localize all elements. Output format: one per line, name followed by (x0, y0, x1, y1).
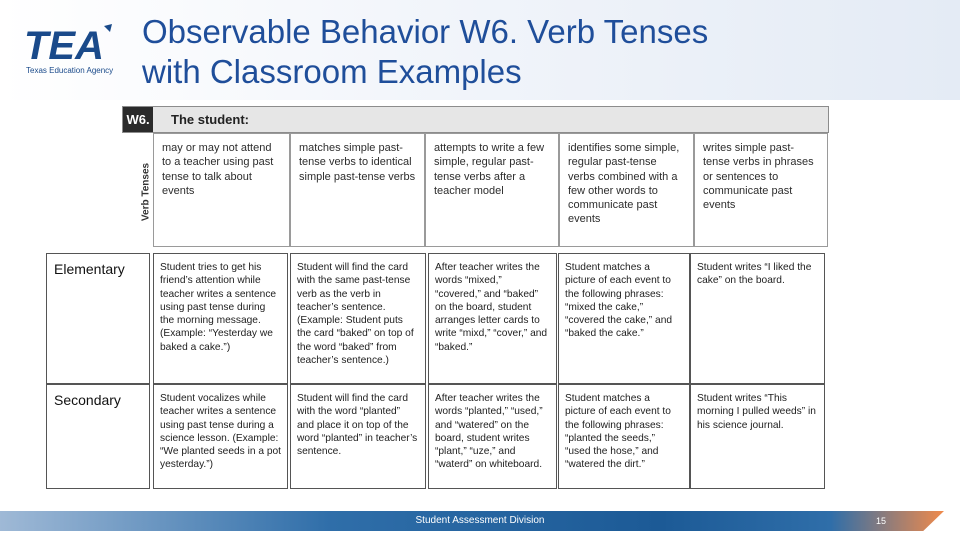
rubric-header-label: The student: (171, 112, 249, 127)
table-cell: Student writes “This morning I pulled weeds” in his science journal. (690, 384, 825, 489)
examples-table (46, 253, 826, 489)
rubric-descriptor-3: attempts to write a few simple, regular past-tense verbs after a teacher model (425, 133, 559, 247)
page-title (142, 12, 932, 92)
logo-subtitle: Texas Education Agency (26, 66, 114, 75)
tea-wordmark-icon (22, 24, 132, 64)
table-cell: Student vocalizes while teacher writes a sentence using past tense during a science lesson. (Example: “We planted seeds in a pot yesterday.”) (153, 384, 288, 489)
table-cell: Student will find the card with the word “planted” and place it on top of the word “planted” in teacher’s sentence. (290, 384, 426, 489)
rubric-header (122, 106, 829, 133)
star-icon (104, 24, 112, 32)
rubric-descriptor-2: matches simple past-tense verbs to identical simple past-tense verbs (290, 133, 425, 247)
page-title-line-2: with Classroom Examples (142, 53, 522, 90)
rubric-descriptor-1: may or may not attend to a teacher using past tense to talk about events (153, 133, 290, 247)
tea-logo (22, 24, 132, 80)
footer-text: Student Assessment Division (415, 515, 545, 526)
row-label-elementary: Elementary (46, 253, 150, 384)
page-title-line-1: Observable Behavior W6. Verb Tenses (142, 13, 709, 50)
rubric-code: W6. (123, 107, 153, 132)
rubric-descriptor-4: identifies some simple, regular past-tense verbs combined with a few other words to communicate past events (559, 133, 694, 247)
rubric-descriptor-5: writes simple past-tense verbs in phrases or sentences to communicate past events (694, 133, 828, 247)
table-cell: Student matches a picture of each event to the following phrases: “planted the seeds,” “used the hose,” and “watered the dirt.” (558, 384, 690, 489)
row-label-secondary: Secondary (46, 384, 150, 489)
table-cell: Student tries to get his friend’s attention while teacher writes a sentence using past tense during the morning message. (Example: “Yesterday we baked a cake.”) (153, 253, 288, 384)
rubric-side-label: Verb Tenses (140, 162, 152, 222)
table-cell: Student writes “I liked the cake” on the board. (690, 253, 825, 384)
rubric-image (122, 106, 829, 250)
table-cell: Student will find the card with the same past-tense verb as the verb in teacher’s sentence. (Example: Student puts the card “baked” on top of the word “baked” from teacher’s sentence.) (290, 253, 426, 384)
table-cell: After teacher writes the words “planted,” “used,” and “watered” on the board, student writes “plant,” “uze,” and “waterd” on whiteboard. (428, 384, 557, 489)
tea-wordmark: TEA (24, 24, 104, 64)
table-cell: Student matches a picture of each event to the following phrases: “mixed the cake,” “covered the cake,” and “baked the cake.” (558, 253, 690, 384)
page-number: 15 (876, 516, 887, 526)
table-cell: After teacher writes the words “mixed,” “covered,” and “baked” on the board, student arranges letter cards to write “mixd,” “cover,” and “baked.” (428, 253, 557, 384)
